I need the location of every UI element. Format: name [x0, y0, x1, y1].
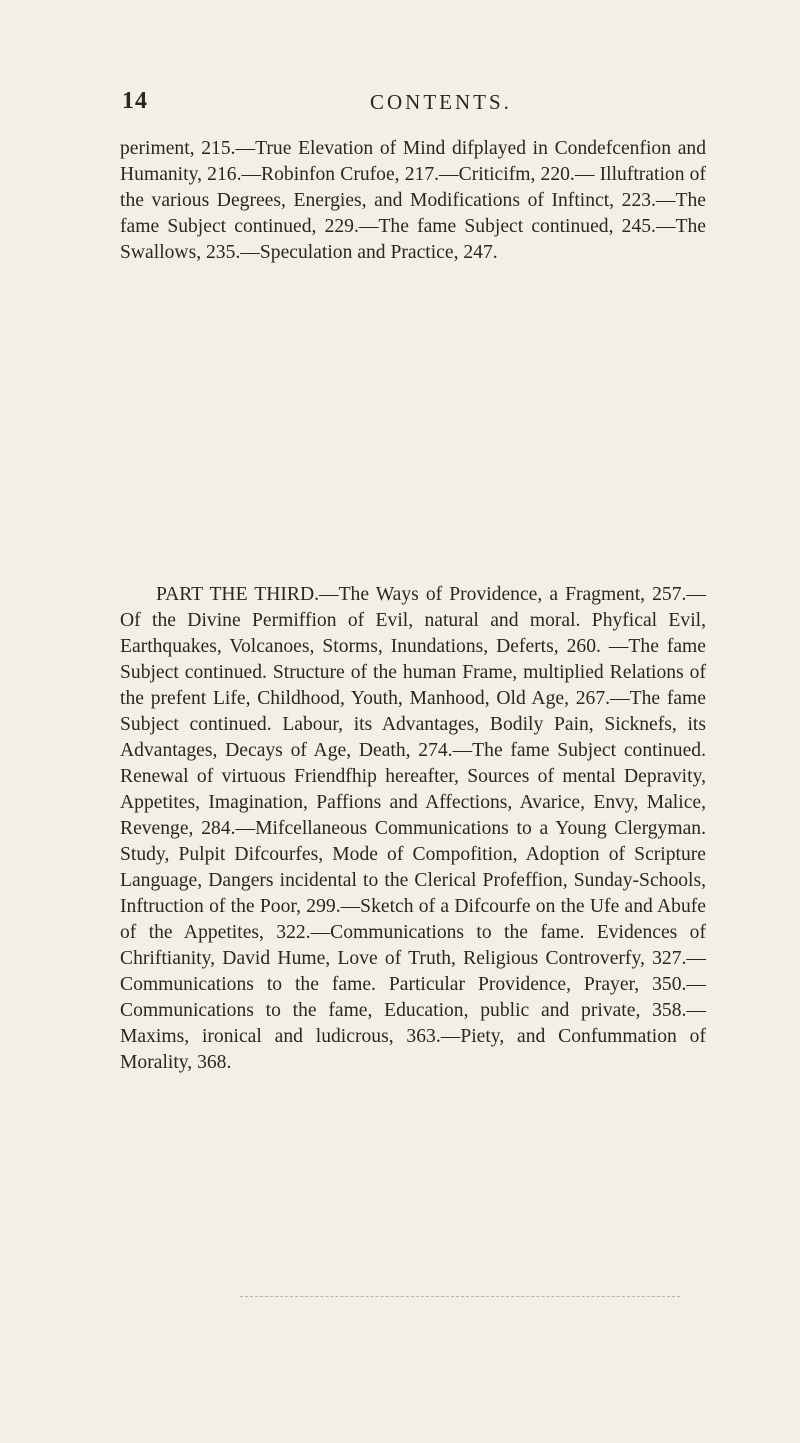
page-header	[122, 88, 702, 124]
bottom-rule	[240, 1296, 680, 1297]
page-number: 14	[122, 88, 148, 114]
running-head: CONTENTS.	[370, 90, 512, 114]
contents-paragraph-continued: periment, 215.—True Elevation of Mind difplayed in Condefcenfion and Humanity, 216.—Robinfon Crufoe, 217.—Criticifm, 220.— Illuftration of the various Degrees, Energies, and Modifications of Inftinct, 223.—The fame Subject continued, 229.—The fame Subject continued, 245.—The Swallows, 235.—Speculation and Practice, 247.	[120, 138, 706, 263]
contents-paragraph-part-three: PART THE THIRD.—The Ways of Providence, a Fragment, 257.—Of the Divine Permiffion of Evil, natural and moral. Phyfical Evil, Earthquakes, Volcanoes, Storms, Inundations, Deferts, 260. —The fame Subject continued. Structure of the human Frame, multiplied Relations of the prefent Life, Childhood, Youth, Manhood, Old Age, 267.—The fame Subject continued. Labour, its Advantages, Bodily Pain, Sicknefs, its Advantages, Decays of Age, Death, 274.—The fame Subject continued. Renewal of virtuous Friendfhip hereafter, Sources of mental Depravity, Appetites, Imagination, Paffions and Affections, Avarice, Envy, Malice, Revenge, 284.—Mifcellaneous Communications to a Young Clergyman. Study, Pulpit Difcourfes, Mode of Compofition, Adoption of Scripture Language, Dangers incidental to the Clerical Profeffion, Sunday-Schools, Inftruction of the Poor, 299.—Sketch of a Difcourfe on the Ufe and Abufe of the Appetites, 322.—Communications to the fame. Evidences of Chriftianity, David Hume, Love of Truth, Religious Controverfy, 327.—Communications to the fame. Particular Providence, Prayer, 350.—Communications to the fame, Education, public and private, 358.—Maxims, ironical and ludicrous, 363.—Piety, and Confummation of Morality, 368.	[120, 584, 706, 1073]
